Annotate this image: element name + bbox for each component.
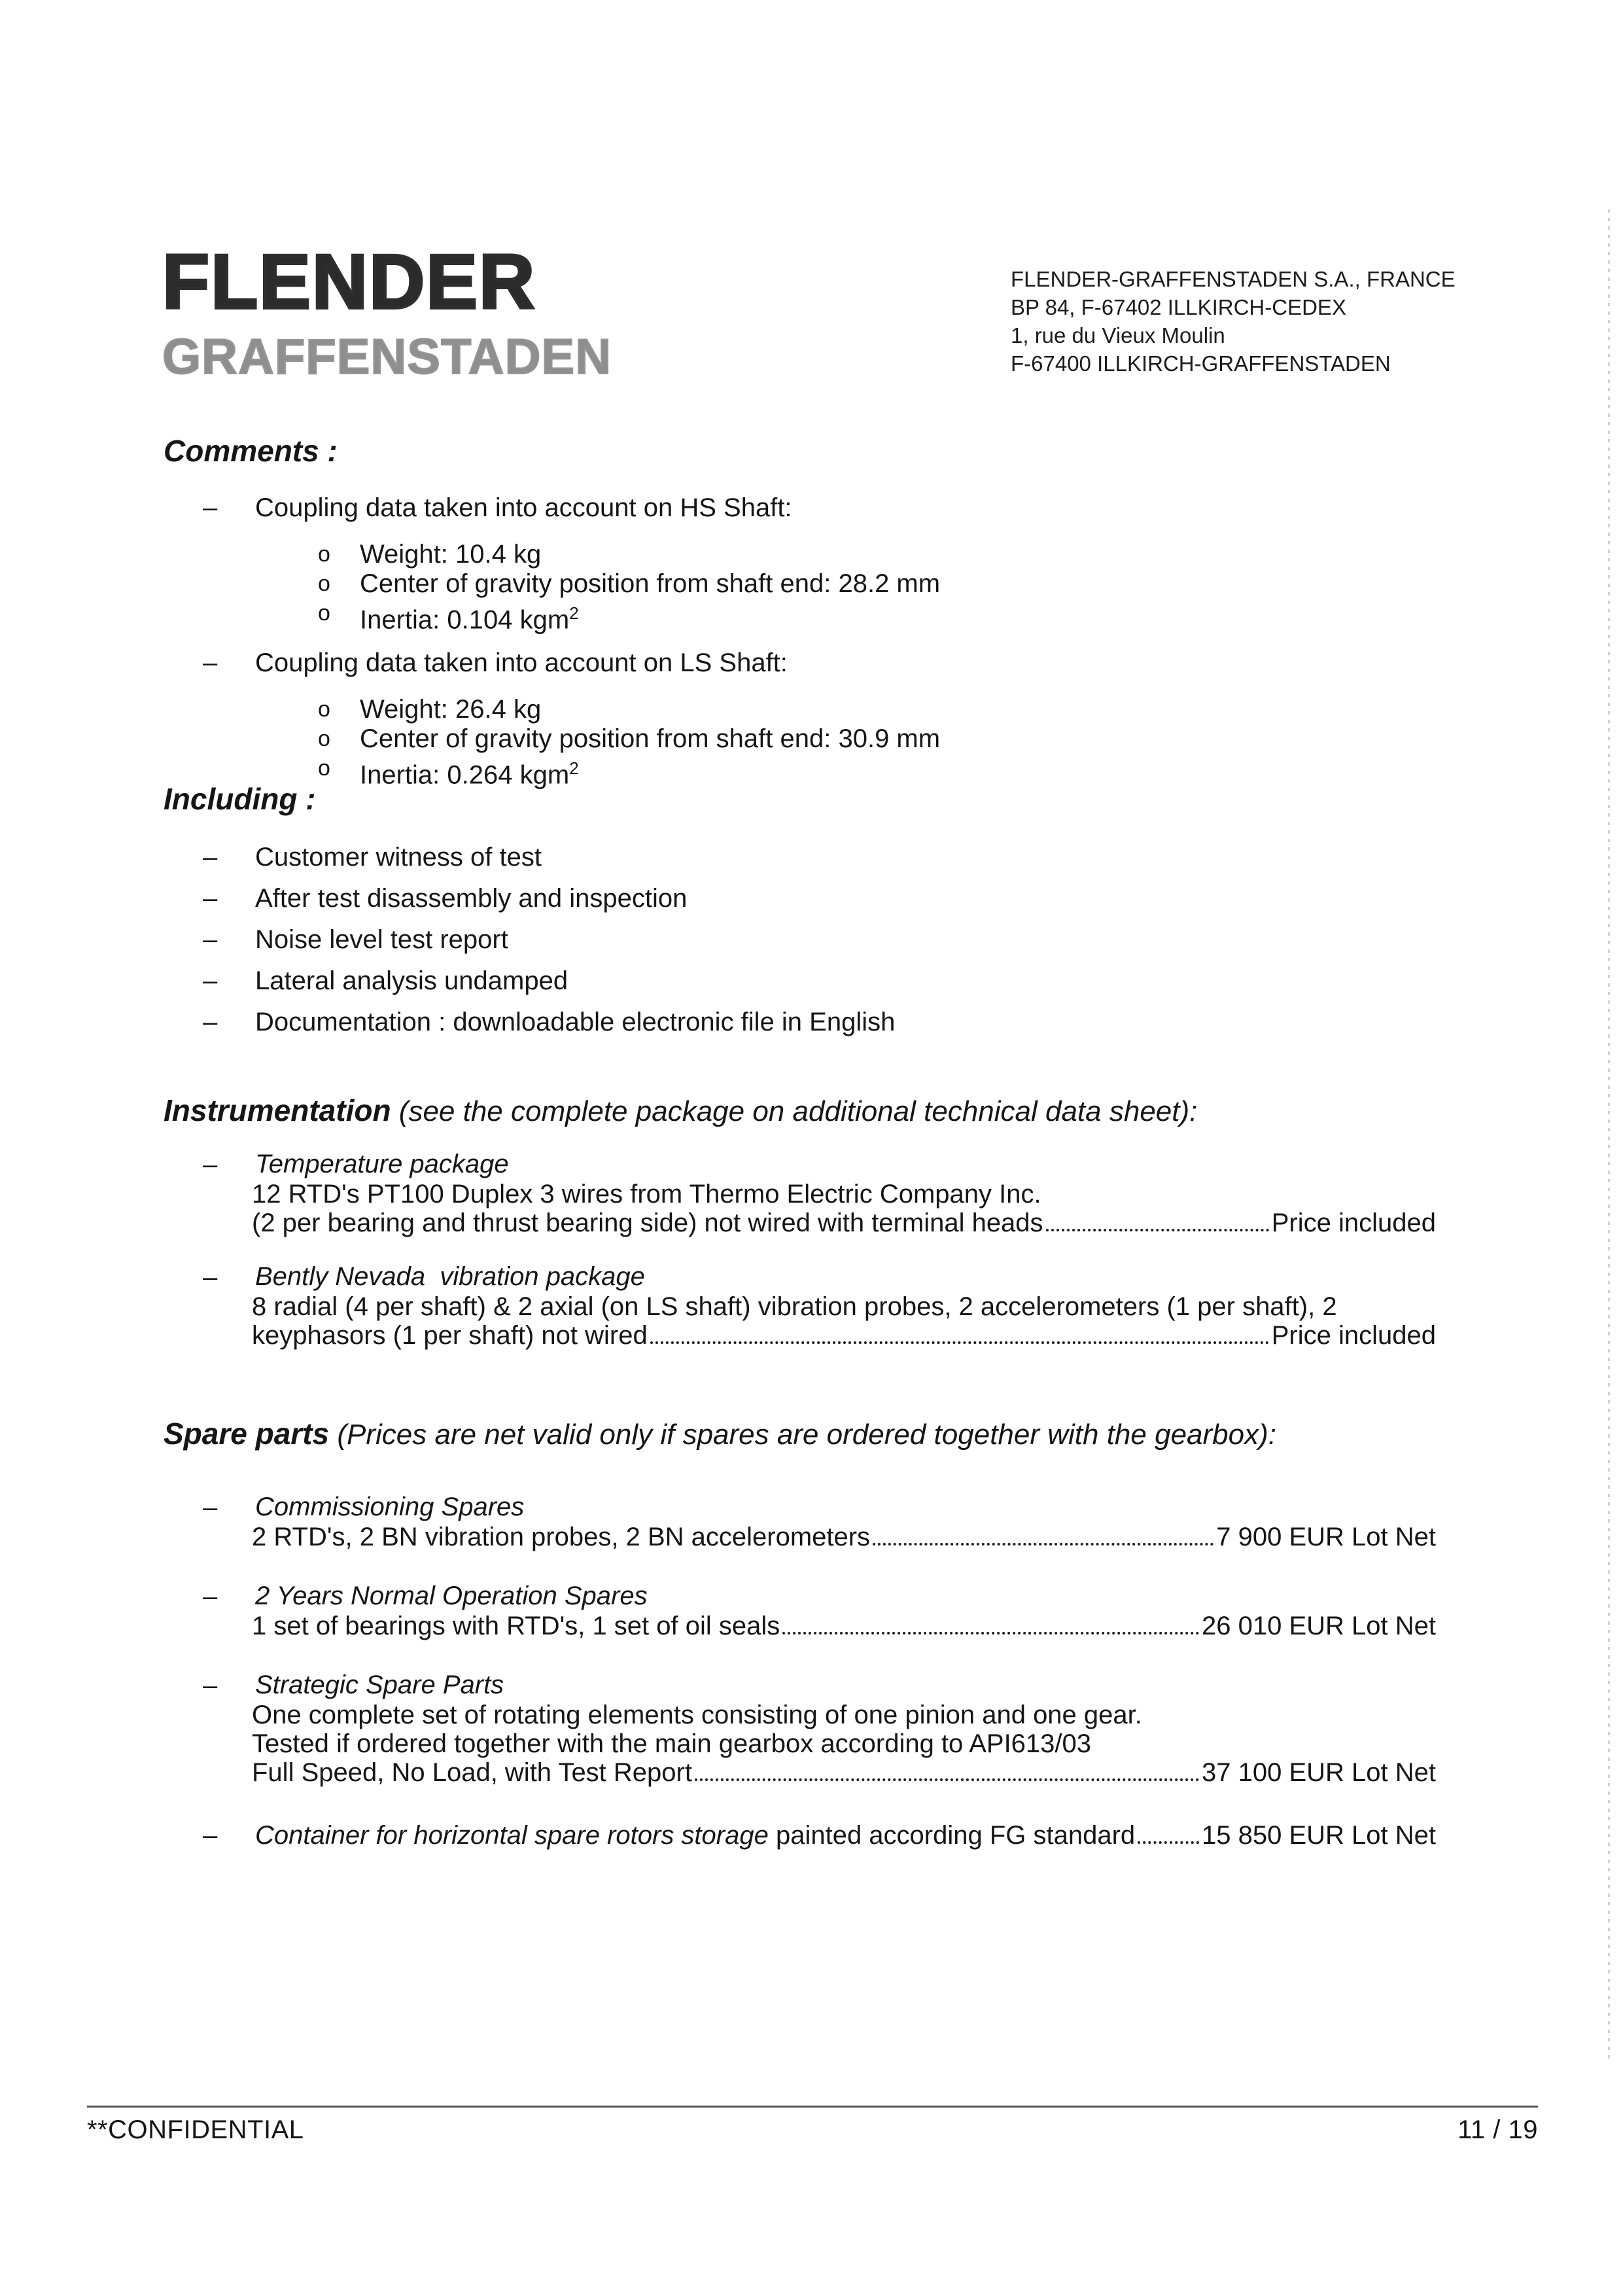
dash-marker: – (203, 1671, 218, 1701)
inertia-value: Inertia: 0.104 kgm (360, 605, 570, 634)
item-leader-row (252, 1523, 1436, 1551)
page-number: 11 / 19 (1457, 2115, 1538, 2144)
leader-text: 2 RTD's, 2 BN vibration probes, 2 BN accelerometers (252, 1523, 871, 1552)
price-text: 26 010 EUR Lot Net (1202, 1612, 1436, 1641)
leader-text: (2 per bearing and thrust bearing side) not wired with terminal heads (252, 1209, 1043, 1238)
address-line: 1, rue du Vieux Moulin (1011, 323, 1225, 347)
sub-item-text: Center of gravity position from shaft end: 30.9 mm (360, 724, 941, 753)
address-line: BP 84, F-67402 ILLKIRCH-CEDEX (1011, 295, 1346, 319)
leader-text: Full Speed, No Load, with Test Report (252, 1758, 692, 1788)
logo-flender: FLENDER (162, 239, 536, 325)
spare-item-container (164, 1821, 1436, 1850)
sub-item-text: Weight: 26.4 kg (360, 694, 542, 724)
bullet-hs-shaft (164, 493, 1436, 523)
item-leader-row (252, 1321, 1436, 1350)
spare-item-commissioning (164, 1492, 1436, 1551)
item-title: Strategic Spare Parts (255, 1670, 504, 1700)
sub-item (318, 724, 1436, 754)
item-title: Temperature package (255, 1150, 509, 1179)
heading-main: Instrumentation (164, 1093, 391, 1127)
sub-item (318, 569, 1436, 599)
price-text: Price included (1271, 1209, 1436, 1238)
including-item (164, 842, 1436, 872)
including-item (164, 966, 1436, 996)
spare-parts-heading (164, 1417, 1436, 1451)
including-item-text: Noise level test report (255, 925, 508, 954)
including-item (164, 925, 1436, 955)
item-title-row (164, 1670, 1436, 1701)
inertia-value: Inertia: 0.264 kgm (360, 760, 570, 790)
item-title: Commissioning Spares (255, 1492, 525, 1522)
including-heading: Including : (164, 782, 316, 816)
dash-marker: – (203, 1821, 218, 1850)
item-body-line: Tested if ordered together with the main gearbox according to API613/03 (252, 1729, 1092, 1759)
scan-artifact-line (1608, 209, 1610, 2061)
dot-leader (650, 1341, 1269, 1344)
section-spare-parts (164, 1417, 1436, 1850)
dash-marker: – (203, 1263, 218, 1292)
sub-item (318, 599, 1436, 635)
container-title (255, 1821, 1135, 1850)
including-item-text: Lateral analysis undamped (255, 966, 568, 995)
price-text: Price included (1271, 1321, 1436, 1351)
container-title-rest: painted according FG standard (768, 1821, 1136, 1850)
address-line: FLENDER-GRAFFENSTADEN S.A., FRANCE (1011, 267, 1456, 291)
dot-leader (695, 1778, 1199, 1781)
dash-marker: – (203, 648, 218, 677)
comments-heading: Comments : (164, 434, 338, 468)
dash-marker: – (203, 1007, 218, 1036)
container-title-italic: Container for horizontal spare rotors storage (255, 1821, 769, 1850)
instrumentation-item-temperature (164, 1150, 1436, 1237)
leader-text: 1 set of bearings with RTD's, 1 set of oil seals (252, 1612, 780, 1641)
dash-marker: – (203, 883, 218, 913)
price-text: 15 850 EUR Lot Net (1202, 1821, 1436, 1850)
item-leader-row (252, 1612, 1436, 1640)
price-text: 37 100 EUR Lot Net (1202, 1758, 1436, 1788)
item-leader-row (164, 1821, 1436, 1850)
dash-marker: – (203, 966, 218, 995)
dash-marker: – (203, 493, 218, 522)
dash-marker: – (203, 925, 218, 954)
leader-text: keyphasors (1 per shaft) not wired (252, 1321, 648, 1351)
dot-leader (1138, 1841, 1199, 1844)
sub-item-text (360, 599, 579, 635)
section-comments (164, 434, 1436, 803)
ls-shaft-sublist (318, 695, 1436, 790)
item-body-line: One complete set of rotating elements consisting of one pinion and one gear. (252, 1701, 1142, 1730)
item-body-line: 12 RTD's PT100 Duplex 3 wires from Thermo Electric Company Inc. (252, 1180, 1041, 1209)
instrumentation-heading (164, 1094, 1436, 1127)
item-title: 2 Years Normal Operation Spares (255, 1581, 648, 1611)
logo-graffenstaden: GRAFFENSTADEN (162, 329, 612, 385)
dash-marker: – (203, 1582, 218, 1612)
item-leader-row (252, 1758, 1436, 1787)
hs-shaft-sublist (318, 540, 1436, 635)
circle-marker: o (318, 571, 330, 596)
including-item-text: After test disassembly and inspection (255, 883, 688, 913)
including-item (164, 883, 1436, 913)
instrumentation-item-vibration (164, 1262, 1436, 1350)
circle-marker: o (318, 541, 330, 567)
sub-item (318, 540, 1436, 569)
sub-item-text: Weight: 10.4 kg (360, 539, 542, 569)
including-item (164, 1007, 1436, 1037)
page-footer (87, 2106, 1538, 2145)
including-item-text: Documentation : downloadable electronic file in English (255, 1007, 896, 1036)
dash-marker: – (203, 1150, 218, 1180)
sub-item-text: Center of gravity position from shaft end: 28.2 mm (360, 569, 941, 598)
item-title-row (164, 1150, 1436, 1180)
item-title-row (164, 1492, 1436, 1523)
bullet-ls-shaft (164, 648, 1436, 678)
item-title-row (164, 1262, 1436, 1292)
company-address (1011, 265, 1456, 378)
dot-leader (873, 1543, 1213, 1545)
company-logo (162, 239, 612, 385)
section-instrumentation (164, 1094, 1436, 1350)
dot-leader (1046, 1229, 1269, 1231)
item-title: Bently Nevada vibration package (255, 1262, 645, 1292)
superscript: 2 (569, 758, 579, 778)
address-line: F-67400 ILLKIRCH-GRAFFENSTADEN (1011, 351, 1391, 376)
spare-item-strategic (164, 1670, 1436, 1787)
circle-marker: o (318, 755, 330, 781)
circle-marker: o (318, 696, 330, 722)
dot-leader (782, 1632, 1199, 1634)
heading-note: (Prices are net valid only if spares are ordered together with the gearbox): (329, 1419, 1276, 1451)
dash-marker: – (203, 1493, 218, 1523)
item-leader-row (252, 1209, 1436, 1237)
item-title-row (164, 1581, 1436, 1612)
spare-item-two-years (164, 1581, 1436, 1640)
heading-note: (see the complete package on additional technical data sheet): (391, 1095, 1198, 1127)
circle-marker: o (318, 726, 330, 751)
section-including (164, 783, 1436, 1048)
sub-item (318, 695, 1436, 724)
confidential-label: **CONFIDENTIAL (87, 2115, 304, 2144)
bullet-text: Coupling data taken into account on LS Shaft: (255, 648, 788, 677)
item-body-line: 8 radial (4 per shaft) & 2 axial (on LS shaft) vibration probes, 2 accelerometers (1 per shaft), 2 (252, 1292, 1337, 1322)
heading-main: Spare parts (164, 1417, 330, 1451)
price-text: 7 900 EUR Lot Net (1216, 1523, 1436, 1552)
bullet-text: Coupling data taken into account on HS Shaft: (255, 493, 792, 522)
circle-marker: o (318, 600, 330, 626)
dash-marker: – (203, 842, 218, 872)
superscript: 2 (569, 603, 579, 623)
including-item-text: Customer witness of test (255, 842, 542, 872)
